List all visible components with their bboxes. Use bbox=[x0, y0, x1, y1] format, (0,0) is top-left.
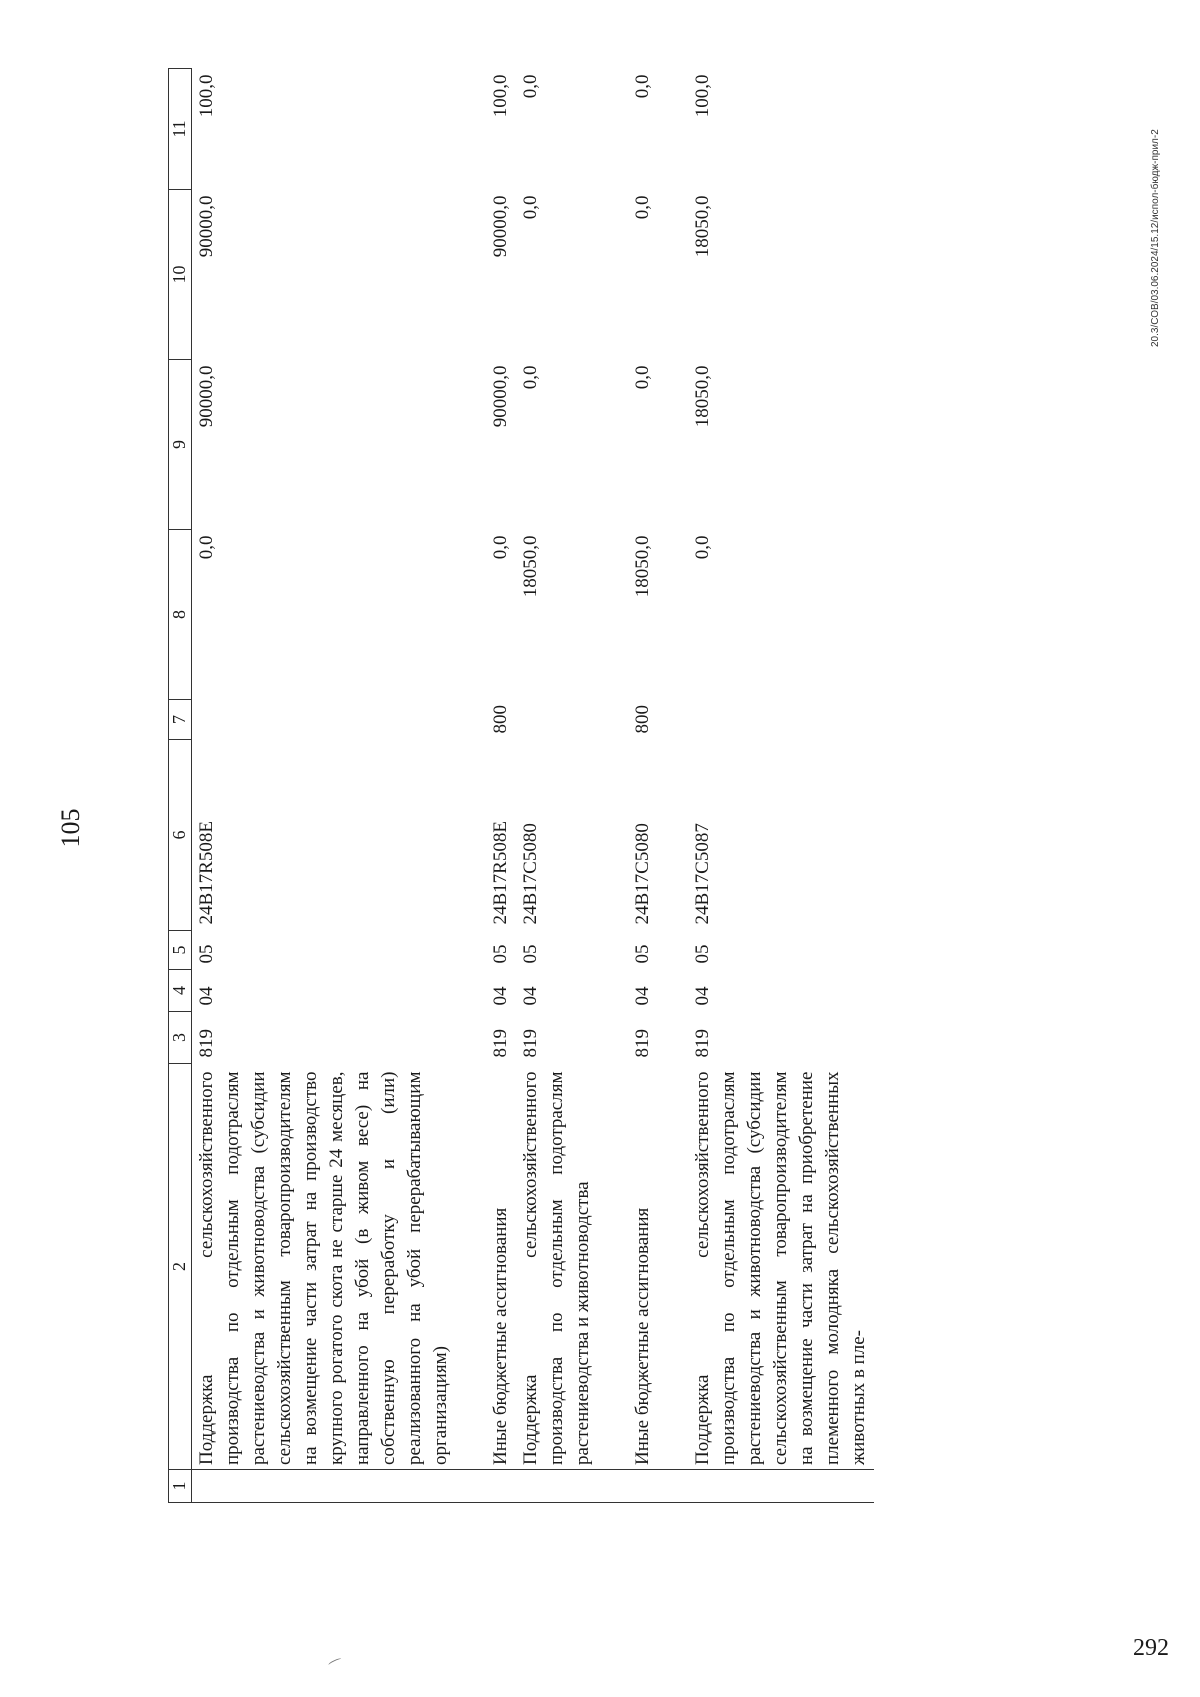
column-header: 1 bbox=[169, 1470, 192, 1503]
row-spacer bbox=[658, 69, 688, 1503]
row-description: Иные бюджетные ассигнования bbox=[490, 1207, 511, 1465]
cell-col8: 0,0 bbox=[692, 535, 713, 560]
cell-admin-code: 819 bbox=[520, 1029, 541, 1058]
cell-section: 04 bbox=[632, 986, 653, 1006]
cell-expense-type: 800 bbox=[632, 705, 653, 734]
cell-target-article: 24В17R508Е bbox=[196, 821, 217, 925]
column-number-row bbox=[169, 69, 192, 1503]
row-index-cell bbox=[688, 1470, 874, 1503]
column-header: 9 bbox=[169, 360, 192, 530]
cell-col11: 100,0 bbox=[490, 74, 511, 118]
column-header: 4 bbox=[169, 970, 192, 1012]
row-description: Иные бюджетные ассигнования bbox=[632, 1207, 653, 1465]
cell-col8: 18050,0 bbox=[520, 535, 541, 598]
cell-subsection: 05 bbox=[196, 944, 217, 964]
cell-admin-code: 819 bbox=[196, 1029, 217, 1058]
cell-col11: 0,0 bbox=[632, 74, 653, 99]
table-row bbox=[486, 69, 516, 1503]
table-row bbox=[688, 69, 874, 1503]
cell-expense-type bbox=[688, 700, 874, 740]
table-row bbox=[192, 69, 457, 1503]
cell-expense-type bbox=[516, 700, 598, 740]
cell-col9: 0,0 bbox=[520, 365, 541, 390]
cell-col8: 0,0 bbox=[196, 535, 217, 560]
row-index-cell bbox=[628, 1470, 658, 1503]
row-description: Поддержка сельскохозяйственного производства по отдельным подотраслям растениеводства и животноводства (субсидии сельскохозяйственным товаропроизводителям на возмещение части затрат на производство крупного рогатого скота не старше 24 месяцев, направленного на убой (в живом весе) на собственную переработку и (или) реализованного на убой перерабатывающим организациям) bbox=[196, 1071, 451, 1465]
cell-section: 04 bbox=[196, 986, 217, 1006]
cell-target-article: 24В17С5080 bbox=[632, 823, 653, 925]
column-header: 6 bbox=[169, 740, 192, 931]
cell-subsection: 05 bbox=[632, 944, 653, 964]
column-header: 11 bbox=[169, 69, 192, 190]
column-header: 3 bbox=[169, 1012, 192, 1064]
cell-col9: 0,0 bbox=[632, 365, 653, 390]
cell-col10: 90000,0 bbox=[196, 195, 217, 258]
table-row bbox=[516, 69, 598, 1503]
cell-subsection: 05 bbox=[490, 944, 511, 964]
cell-col11: 100,0 bbox=[692, 74, 713, 118]
column-header: 8 bbox=[169, 530, 192, 700]
cell-section: 04 bbox=[692, 986, 713, 1006]
column-header: 7 bbox=[169, 700, 192, 740]
cell-admin-code: 819 bbox=[632, 1029, 653, 1058]
sheet-number: 292 bbox=[1133, 1635, 1169, 1661]
cell-admin-code: 819 bbox=[692, 1029, 713, 1058]
column-header: 5 bbox=[169, 931, 192, 970]
cell-col9: 18050,0 bbox=[692, 365, 713, 428]
cell-subsection: 05 bbox=[520, 944, 541, 964]
cell-subsection: 05 bbox=[692, 944, 713, 964]
table-row bbox=[628, 69, 658, 1503]
row-description: Поддержка сельскохозяйственного производства по отдельным подотраслям растениеводства и животноводства bbox=[520, 1071, 593, 1465]
cell-col10: 90000,0 bbox=[490, 195, 511, 258]
row-description: Поддержка сельскохозяйственного производства по отдельным подотраслям растениеводства и животноводства (субсидии сельскохозяйственным товаропроизводителям на возмещение части затрат на приобретение племенного молодняка сельскохозяйственных животных в пле- bbox=[692, 1071, 869, 1465]
row-spacer bbox=[456, 69, 486, 1503]
cell-target-article: 24В17R508Е bbox=[490, 821, 511, 925]
column-header: 10 bbox=[169, 190, 192, 360]
cell-col11: 0,0 bbox=[520, 74, 541, 99]
cell-col10: 0,0 bbox=[632, 195, 653, 220]
cell-section: 04 bbox=[490, 986, 511, 1006]
archive-stamp: 20.3/СОВ/03.06.2024/15.12/испол-бюдж-прил-2 bbox=[1150, 129, 1161, 347]
budget-table bbox=[168, 68, 874, 1503]
cell-target-article: 24В17С5080 bbox=[520, 823, 541, 925]
cell-target-article: 24В17С5087 bbox=[692, 823, 713, 925]
cell-col8: 18050,0 bbox=[632, 535, 653, 598]
cell-col11: 100,0 bbox=[196, 74, 217, 118]
row-index-cell bbox=[192, 1470, 457, 1503]
cell-col8: 0,0 bbox=[490, 535, 511, 560]
cell-admin-code: 819 bbox=[490, 1029, 511, 1058]
cell-col9: 90000,0 bbox=[490, 365, 511, 428]
page-number: 105 bbox=[56, 808, 85, 848]
cell-section: 04 bbox=[520, 986, 541, 1006]
cell-col9: 90000,0 bbox=[196, 365, 217, 428]
row-index-cell bbox=[516, 1470, 598, 1503]
column-header: 2 bbox=[169, 1064, 192, 1470]
cell-col10: 0,0 bbox=[520, 195, 541, 220]
cell-expense-type: 800 bbox=[490, 705, 511, 734]
cell-expense-type bbox=[192, 700, 457, 740]
cell-col10: 18050,0 bbox=[692, 195, 713, 258]
row-spacer bbox=[598, 69, 628, 1503]
row-index-cell bbox=[486, 1470, 516, 1503]
